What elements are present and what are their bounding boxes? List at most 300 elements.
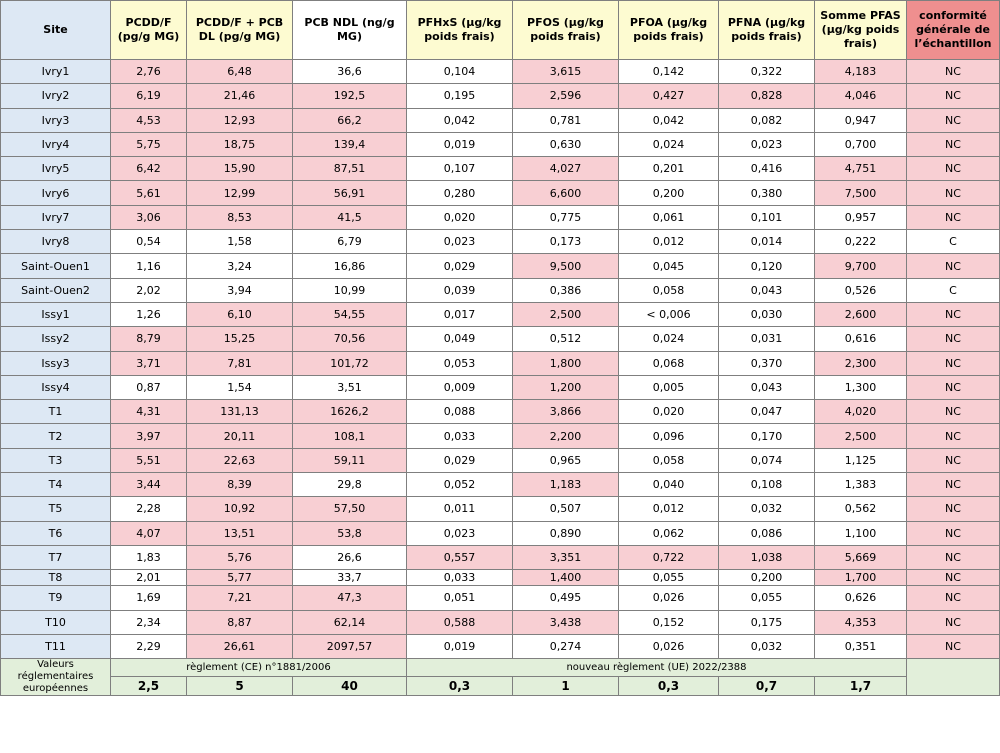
cell-pcdd-f-pcb-dl: 8,87	[187, 610, 293, 634]
cell-pcdd-f: 3,97	[111, 424, 187, 448]
cell-pcb-ndl: 59,11	[293, 448, 407, 472]
cell-pcdd-f: 6,42	[111, 157, 187, 181]
cell-conformite: NC	[907, 181, 1000, 205]
cell-pcdd-f-pcb-dl: 7,21	[187, 586, 293, 610]
cell-pfna: 0,023	[719, 132, 815, 156]
cell-conformite: NC	[907, 570, 1000, 586]
cell-pfhxs: 0,195	[407, 84, 513, 108]
limit-somme-pfas: 1,7	[815, 677, 907, 696]
cell-conformite: NC	[907, 60, 1000, 84]
cell-pfoa: 0,055	[619, 570, 719, 586]
cell-conformite: NC	[907, 205, 1000, 229]
cell-pfhxs: 0,033	[407, 424, 513, 448]
cell-pcdd-f-pcb-dl: 15,90	[187, 157, 293, 181]
cell-pfoa: 0,024	[619, 327, 719, 351]
cell-pcdd-f: 2,01	[111, 570, 187, 586]
cell-pcdd-f-pcb-dl: 1,54	[187, 375, 293, 399]
cell-conformite: NC	[907, 157, 1000, 181]
cell-pcb-ndl: 57,50	[293, 497, 407, 521]
cell-pcdd-f: 4,53	[111, 108, 187, 132]
cell-pfna: 0,101	[719, 205, 815, 229]
cell-pcb-ndl: 16,86	[293, 254, 407, 278]
cell-pfna: 0,055	[719, 586, 815, 610]
cell-pfhxs: 0,023	[407, 521, 513, 545]
cell-pfos: 0,512	[513, 327, 619, 351]
cell-pfna: 0,074	[719, 448, 815, 472]
cell-pfoa: 0,096	[619, 424, 719, 448]
cell-pcb-ndl: 62,14	[293, 610, 407, 634]
cell-pfos: 0,507	[513, 497, 619, 521]
cell-pcdd-f: 5,61	[111, 181, 187, 205]
cell-pcb-ndl: 53,8	[293, 521, 407, 545]
limit-pfos: 1	[513, 677, 619, 696]
limit-pcb-ndl: 40	[293, 677, 407, 696]
limit-pfna: 0,7	[719, 677, 815, 696]
site-cell: T7	[1, 545, 111, 569]
cell-somme-pfas: 0,626	[815, 586, 907, 610]
cell-somme-pfas: 4,353	[815, 610, 907, 634]
cell-somme-pfas: 1,700	[815, 570, 907, 586]
cell-pfhxs: 0,280	[407, 181, 513, 205]
cell-pcb-ndl: 41,5	[293, 205, 407, 229]
cell-somme-pfas: 4,183	[815, 60, 907, 84]
cell-conformite: NC	[907, 497, 1000, 521]
site-cell: T10	[1, 610, 111, 634]
cell-somme-pfas: 0,616	[815, 327, 907, 351]
cell-pfoa: 0,005	[619, 375, 719, 399]
site-cell: T9	[1, 586, 111, 610]
cell-pcdd-f-pcb-dl: 15,25	[187, 327, 293, 351]
cell-pfhxs: 0,029	[407, 448, 513, 472]
site-cell: Ivry4	[1, 132, 111, 156]
cell-somme-pfas: 2,600	[815, 302, 907, 326]
cell-pcdd-f-pcb-dl: 8,53	[187, 205, 293, 229]
cell-pfna: 0,032	[719, 497, 815, 521]
cell-pfos: 0,173	[513, 230, 619, 254]
site-cell: T2	[1, 424, 111, 448]
footer-regulation-new: nouveau règlement (UE) 2022/2388	[407, 659, 907, 677]
cell-pfna: 0,031	[719, 327, 815, 351]
cell-pfoa: 0,200	[619, 181, 719, 205]
table-row	[1, 84, 1000, 108]
table-row	[1, 521, 1000, 545]
cell-pcdd-f-pcb-dl: 10,92	[187, 497, 293, 521]
cell-pfos: 0,274	[513, 634, 619, 658]
cell-pcdd-f-pcb-dl: 8,39	[187, 473, 293, 497]
cell-pfna: 0,322	[719, 60, 815, 84]
cell-pcb-ndl: 66,2	[293, 108, 407, 132]
cell-pfoa: 0,040	[619, 473, 719, 497]
cell-somme-pfas: 1,383	[815, 473, 907, 497]
table-row	[1, 60, 1000, 84]
cell-somme-pfas: 0,562	[815, 497, 907, 521]
cell-conformite: NC	[907, 448, 1000, 472]
cell-pfhxs: 0,042	[407, 108, 513, 132]
cell-pcdd-f-pcb-dl: 26,61	[187, 634, 293, 658]
cell-pcb-ndl: 108,1	[293, 424, 407, 448]
cell-pfna: 0,043	[719, 278, 815, 302]
site-cell: Ivry1	[1, 60, 111, 84]
cell-pcdd-f: 6,19	[111, 84, 187, 108]
cell-conformite: NC	[907, 634, 1000, 658]
cell-pcdd-f: 0,87	[111, 375, 187, 399]
cell-pcdd-f-pcb-dl: 7,81	[187, 351, 293, 375]
cell-pfoa: 0,068	[619, 351, 719, 375]
cell-pfhxs: 0,588	[407, 610, 513, 634]
cell-conformite: NC	[907, 302, 1000, 326]
cell-pfhxs: 0,104	[407, 60, 513, 84]
cell-somme-pfas: 1,100	[815, 521, 907, 545]
cell-somme-pfas: 1,300	[815, 375, 907, 399]
header-somme-pfas: Somme PFAS (µg/kg poids frais)	[815, 1, 907, 60]
header-pfna: PFNA (µg/kg poids frais)	[719, 1, 815, 60]
cell-pcb-ndl: 26,6	[293, 545, 407, 569]
cell-pfna: 0,014	[719, 230, 815, 254]
table-row	[1, 351, 1000, 375]
cell-conformite: NC	[907, 351, 1000, 375]
cell-conformite: NC	[907, 108, 1000, 132]
cell-pfhxs: 0,029	[407, 254, 513, 278]
cell-pcdd-f: 4,31	[111, 400, 187, 424]
cell-pfna: 0,086	[719, 521, 815, 545]
cell-pfhxs: 0,017	[407, 302, 513, 326]
cell-pcb-ndl: 139,4	[293, 132, 407, 156]
cell-pcdd-f: 3,06	[111, 205, 187, 229]
table-row	[1, 570, 1000, 586]
limit-pcdd-f-pcb-dl: 5	[187, 677, 293, 696]
table-row	[1, 181, 1000, 205]
cell-conformite: C	[907, 278, 1000, 302]
cell-pcdd-f-pcb-dl: 18,75	[187, 132, 293, 156]
cell-pfhxs: 0,052	[407, 473, 513, 497]
footer-label: Valeurs réglementaires européennes	[1, 659, 111, 696]
cell-pfoa: 0,427	[619, 84, 719, 108]
cell-pcb-ndl: 101,72	[293, 351, 407, 375]
cell-pfhxs: 0,088	[407, 400, 513, 424]
cell-pfna: 0,416	[719, 157, 815, 181]
cell-pfoa: 0,020	[619, 400, 719, 424]
cell-pfos: 3,866	[513, 400, 619, 424]
cell-pcdd-f-pcb-dl: 20,11	[187, 424, 293, 448]
cell-pfos: 0,781	[513, 108, 619, 132]
cell-pfna: 0,082	[719, 108, 815, 132]
cell-pfoa: 0,201	[619, 157, 719, 181]
cell-pcdd-f-pcb-dl: 5,76	[187, 545, 293, 569]
cell-pcdd-f: 1,16	[111, 254, 187, 278]
cell-pcdd-f: 1,69	[111, 586, 187, 610]
cell-pcb-ndl: 1626,2	[293, 400, 407, 424]
cell-pfna: 0,170	[719, 424, 815, 448]
cell-pcb-ndl: 192,5	[293, 84, 407, 108]
site-cell: Issy1	[1, 302, 111, 326]
cell-pfoa: 0,722	[619, 545, 719, 569]
cell-pfos: 1,400	[513, 570, 619, 586]
cell-pfos: 2,596	[513, 84, 619, 108]
cell-pfoa: 0,062	[619, 521, 719, 545]
cell-pfos: 0,495	[513, 586, 619, 610]
cell-pcb-ndl: 3,51	[293, 375, 407, 399]
cell-pcdd-f: 5,51	[111, 448, 187, 472]
cell-pfoa: 0,045	[619, 254, 719, 278]
cell-pfna: 0,030	[719, 302, 815, 326]
footer-regulation-old: règlement (CE) n°1881/2006	[111, 659, 407, 677]
cell-pfos: 3,351	[513, 545, 619, 569]
cell-pcb-ndl: 56,91	[293, 181, 407, 205]
cell-conformite: C	[907, 230, 1000, 254]
cell-pfoa: 0,026	[619, 586, 719, 610]
cell-pfhxs: 0,011	[407, 497, 513, 521]
cell-pfoa: 0,012	[619, 230, 719, 254]
table-row	[1, 205, 1000, 229]
cell-pfna: 0,043	[719, 375, 815, 399]
header-pfhxs: PFHxS (µg/kg poids frais)	[407, 1, 513, 60]
cell-pfhxs: 0,020	[407, 205, 513, 229]
cell-pcdd-f: 8,79	[111, 327, 187, 351]
header-site: Site	[1, 1, 111, 60]
cell-somme-pfas: 9,700	[815, 254, 907, 278]
cell-pcb-ndl: 10,99	[293, 278, 407, 302]
table-row	[1, 448, 1000, 472]
table-row	[1, 400, 1000, 424]
footer-limits-row	[1, 677, 1000, 696]
site-cell: T8	[1, 570, 111, 586]
cell-pfhxs: 0,019	[407, 634, 513, 658]
table-body	[1, 60, 1000, 659]
cell-pcdd-f-pcb-dl: 12,99	[187, 181, 293, 205]
cell-pfna: 0,828	[719, 84, 815, 108]
cell-conformite: NC	[907, 610, 1000, 634]
cell-pcdd-f: 3,71	[111, 351, 187, 375]
cell-somme-pfas: 2,500	[815, 424, 907, 448]
cell-somme-pfas: 4,751	[815, 157, 907, 181]
header-pcdd-f: PCDD/F (pg/g MG)	[111, 1, 187, 60]
footer-regulation-row	[1, 659, 1000, 677]
cell-pfna: 1,038	[719, 545, 815, 569]
cell-conformite: NC	[907, 327, 1000, 351]
cell-pfos: 2,500	[513, 302, 619, 326]
cell-conformite: NC	[907, 254, 1000, 278]
cell-somme-pfas: 5,669	[815, 545, 907, 569]
cell-pcb-ndl: 54,55	[293, 302, 407, 326]
cell-pcdd-f-pcb-dl: 13,51	[187, 521, 293, 545]
cell-pfos: 0,965	[513, 448, 619, 472]
header-pcb-ndl: PCB NDL (ng/g MG)	[293, 1, 407, 60]
cell-pfna: 0,047	[719, 400, 815, 424]
cell-pfna: 0,032	[719, 634, 815, 658]
cell-pcdd-f-pcb-dl: 12,93	[187, 108, 293, 132]
table-row	[1, 497, 1000, 521]
cell-pfhxs: 0,023	[407, 230, 513, 254]
limit-pcdd-f: 2,5	[111, 677, 187, 696]
cell-pcb-ndl: 36,6	[293, 60, 407, 84]
cell-pfoa: < 0,006	[619, 302, 719, 326]
cell-pcb-ndl: 2097,57	[293, 634, 407, 658]
cell-pfhxs: 0,107	[407, 157, 513, 181]
cell-pfos: 0,630	[513, 132, 619, 156]
site-cell: T3	[1, 448, 111, 472]
cell-conformite: NC	[907, 473, 1000, 497]
cell-somme-pfas: 0,526	[815, 278, 907, 302]
table-row	[1, 327, 1000, 351]
site-cell: Ivry2	[1, 84, 111, 108]
table-row	[1, 278, 1000, 302]
header-pfoa: PFOA (µg/kg poids frais)	[619, 1, 719, 60]
cell-pfoa: 0,026	[619, 634, 719, 658]
cell-pcdd-f-pcb-dl: 6,10	[187, 302, 293, 326]
cell-pcdd-f: 0,54	[111, 230, 187, 254]
cell-conformite: NC	[907, 424, 1000, 448]
table-row	[1, 610, 1000, 634]
table-row	[1, 157, 1000, 181]
cell-somme-pfas: 0,222	[815, 230, 907, 254]
cell-somme-pfas: 4,046	[815, 84, 907, 108]
cell-pfhxs: 0,051	[407, 586, 513, 610]
cell-pcdd-f: 1,26	[111, 302, 187, 326]
cell-conformite: NC	[907, 132, 1000, 156]
cell-pcdd-f: 2,34	[111, 610, 187, 634]
cell-somme-pfas: 2,300	[815, 351, 907, 375]
cell-pfna: 0,120	[719, 254, 815, 278]
cell-pcdd-f-pcb-dl: 6,48	[187, 60, 293, 84]
site-cell: Saint-Ouen2	[1, 278, 111, 302]
cell-somme-pfas: 0,351	[815, 634, 907, 658]
cell-pfoa: 0,042	[619, 108, 719, 132]
cell-pcb-ndl: 70,56	[293, 327, 407, 351]
cell-pfna: 0,200	[719, 570, 815, 586]
table-row	[1, 108, 1000, 132]
site-cell: Ivry3	[1, 108, 111, 132]
table-row	[1, 375, 1000, 399]
table-row	[1, 132, 1000, 156]
cell-conformite: NC	[907, 586, 1000, 610]
cell-pfna: 0,175	[719, 610, 815, 634]
site-cell: Issy4	[1, 375, 111, 399]
site-cell: Ivry7	[1, 205, 111, 229]
cell-pfos: 0,890	[513, 521, 619, 545]
cell-pfos: 1,183	[513, 473, 619, 497]
site-cell: Ivry6	[1, 181, 111, 205]
cell-pcdd-f-pcb-dl: 1,58	[187, 230, 293, 254]
table-row	[1, 586, 1000, 610]
cell-conformite: NC	[907, 375, 1000, 399]
cell-pcdd-f-pcb-dl: 21,46	[187, 84, 293, 108]
site-cell: Issy2	[1, 327, 111, 351]
table-row	[1, 302, 1000, 326]
limit-pfoa: 0,3	[619, 677, 719, 696]
cell-pfhxs: 0,049	[407, 327, 513, 351]
cell-pfos: 0,386	[513, 278, 619, 302]
cell-conformite: NC	[907, 400, 1000, 424]
table-row	[1, 545, 1000, 569]
site-cell: T11	[1, 634, 111, 658]
cell-conformite: NC	[907, 545, 1000, 569]
cell-pfhxs: 0,039	[407, 278, 513, 302]
header-row	[1, 1, 1000, 60]
cell-pfhxs: 0,009	[407, 375, 513, 399]
table-row	[1, 473, 1000, 497]
cell-pfoa: 0,142	[619, 60, 719, 84]
cell-pfos: 0,775	[513, 205, 619, 229]
cell-pfos: 4,027	[513, 157, 619, 181]
cell-pcb-ndl: 29,8	[293, 473, 407, 497]
cell-pcdd-f: 2,29	[111, 634, 187, 658]
cell-pcb-ndl: 33,7	[293, 570, 407, 586]
site-cell: T4	[1, 473, 111, 497]
cell-conformite: NC	[907, 84, 1000, 108]
site-cell: Ivry8	[1, 230, 111, 254]
header-conformite: conformité générale de l’échantillon	[907, 1, 1000, 60]
cell-somme-pfas: 0,947	[815, 108, 907, 132]
cell-pfos: 9,500	[513, 254, 619, 278]
cell-pcdd-f: 2,02	[111, 278, 187, 302]
table-row	[1, 424, 1000, 448]
cell-pfos: 3,438	[513, 610, 619, 634]
cell-somme-pfas: 1,125	[815, 448, 907, 472]
site-cell: T5	[1, 497, 111, 521]
cell-pfos: 2,200	[513, 424, 619, 448]
header-pfos: PFOS (µg/kg poids frais)	[513, 1, 619, 60]
cell-pcb-ndl: 87,51	[293, 157, 407, 181]
cell-pcdd-f: 1,83	[111, 545, 187, 569]
cell-somme-pfas: 0,957	[815, 205, 907, 229]
cell-pfoa: 0,152	[619, 610, 719, 634]
cell-pfoa: 0,024	[619, 132, 719, 156]
cell-somme-pfas: 0,700	[815, 132, 907, 156]
cell-pcdd-f-pcb-dl: 3,94	[187, 278, 293, 302]
site-cell: Issy3	[1, 351, 111, 375]
site-cell: Ivry5	[1, 157, 111, 181]
cell-pfhxs: 0,033	[407, 570, 513, 586]
cell-pcb-ndl: 47,3	[293, 586, 407, 610]
cell-pcb-ndl: 6,79	[293, 230, 407, 254]
footer-empty-cell	[907, 659, 1000, 696]
cell-somme-pfas: 4,020	[815, 400, 907, 424]
cell-pfos: 6,600	[513, 181, 619, 205]
cell-pcdd-f: 5,75	[111, 132, 187, 156]
header-pcdd-f-pcb-dl: PCDD/F + PCB DL (pg/g MG)	[187, 1, 293, 60]
cell-pfoa: 0,012	[619, 497, 719, 521]
site-cell: Saint-Ouen1	[1, 254, 111, 278]
cell-pcdd-f: 2,28	[111, 497, 187, 521]
table-row	[1, 230, 1000, 254]
cell-somme-pfas: 7,500	[815, 181, 907, 205]
cell-pfhxs: 0,557	[407, 545, 513, 569]
cell-pfoa: 0,061	[619, 205, 719, 229]
table-row	[1, 254, 1000, 278]
cell-pfna: 0,380	[719, 181, 815, 205]
cell-pcdd-f: 4,07	[111, 521, 187, 545]
cell-pcdd-f: 3,44	[111, 473, 187, 497]
cell-pfhxs: 0,053	[407, 351, 513, 375]
cell-pcdd-f-pcb-dl: 22,63	[187, 448, 293, 472]
cell-pcdd-f-pcb-dl: 5,77	[187, 570, 293, 586]
cell-pcdd-f-pcb-dl: 3,24	[187, 254, 293, 278]
cell-pcdd-f-pcb-dl: 131,13	[187, 400, 293, 424]
cell-pfoa: 0,058	[619, 278, 719, 302]
cell-pfna: 0,370	[719, 351, 815, 375]
cell-conformite: NC	[907, 521, 1000, 545]
cell-pfoa: 0,058	[619, 448, 719, 472]
limit-pfhxs: 0,3	[407, 677, 513, 696]
table-row	[1, 634, 1000, 658]
cell-pfna: 0,108	[719, 473, 815, 497]
cell-pfhxs: 0,019	[407, 132, 513, 156]
cell-pfos: 3,615	[513, 60, 619, 84]
cell-pfos: 1,800	[513, 351, 619, 375]
site-cell: T6	[1, 521, 111, 545]
site-cell: T1	[1, 400, 111, 424]
cell-pcdd-f: 2,76	[111, 60, 187, 84]
